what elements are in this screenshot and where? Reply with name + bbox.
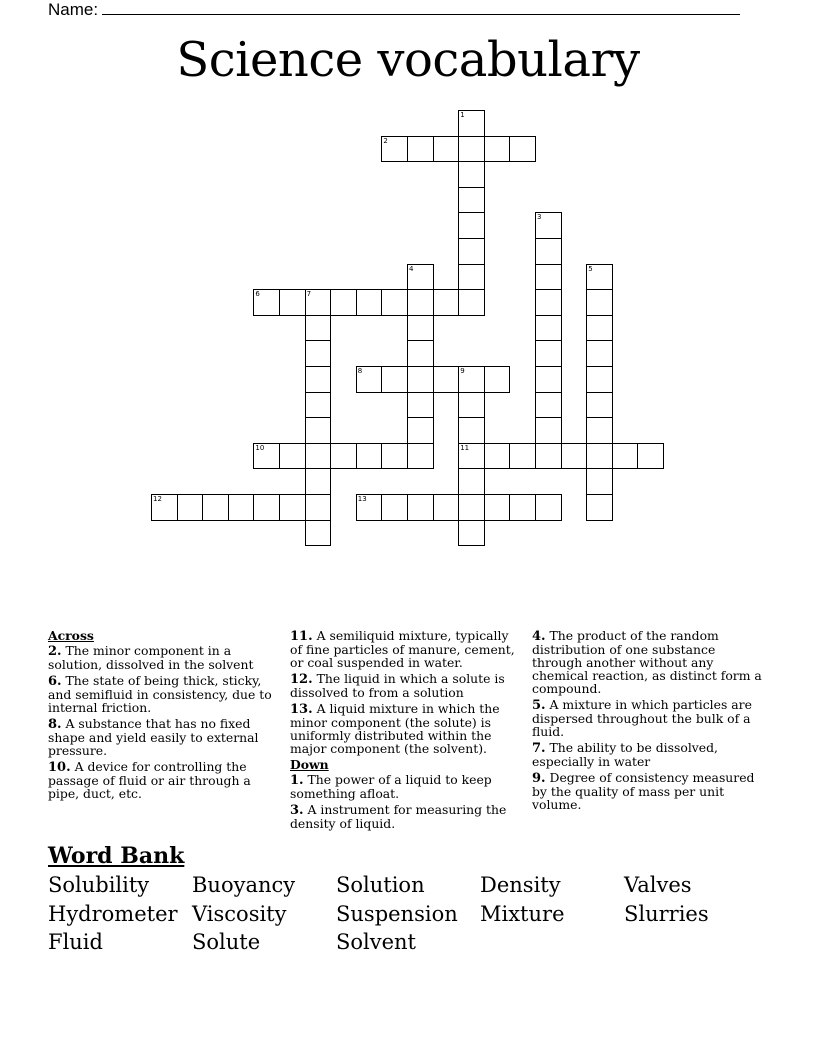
crossword-cell[interactable] [586,289,613,316]
word-bank-word: Solvent [336,930,417,954]
crossword-cell[interactable] [433,494,460,521]
crossword-cell[interactable] [561,443,588,470]
crossword-cell[interactable] [381,366,408,393]
crossword-cell[interactable] [433,136,460,163]
clue-number: 3 [537,213,542,222]
crossword-cell[interactable] [586,264,613,291]
word-bank-word: Valves [624,873,692,897]
word-bank-word: Slurries [624,902,709,926]
crossword-cell[interactable] [509,494,536,521]
crossword-cell[interactable] [458,187,485,214]
clue-down-5: 5. A mixture in which particles are dispersed throughout the bulk of a fluid. [532,697,752,739]
clue-number: 9 [460,367,465,375]
clue-column-2 [290,629,524,833]
crossword-cell[interactable] [484,136,511,163]
crossword-cell[interactable] [586,392,613,419]
crossword-cell[interactable] [381,136,408,163]
crossword-cell[interactable] [535,212,562,239]
crossword-cell[interactable] [586,340,613,367]
word-bank-word: Mixture [480,902,565,926]
clue-down-9: 9. Degree of consistency measured by the quality of mass per unit volume. [532,770,755,812]
crossword-cell[interactable] [330,443,357,470]
crossword-cell[interactable] [305,443,332,470]
crossword-cell[interactable] [305,392,332,419]
crossword-cell[interactable] [305,520,332,547]
clue-number: 6 [255,290,260,299]
clue-number: 2 [383,136,388,145]
crossword-cell[interactable] [637,443,664,470]
down-heading: Down [290,757,329,772]
crossword-cell[interactable] [458,136,485,163]
clue-number: 11 [460,443,470,452]
clue-number: 1 [460,111,465,119]
crossword-cell[interactable] [535,315,562,342]
across-heading: Across [48,628,94,643]
crossword-cell[interactable] [407,366,434,393]
clue-across-11: 11. A semiliquid mixture, typically of fine particles of manure, cement, or coal suspended in water. [290,628,515,670]
crossword-cell[interactable] [279,443,306,470]
crossword-cell[interactable] [535,340,562,367]
crossword-cell[interactable] [535,392,562,419]
crossword-cell[interactable] [458,110,485,137]
crossword-cell[interactable] [305,417,332,444]
crossword-cell[interactable] [381,494,408,521]
crossword-cell[interactable] [484,366,511,393]
clue-number: 7 [306,290,312,299]
clue-number: 10 [255,443,265,452]
clue-column-1 [48,629,274,803]
crossword-cell[interactable] [356,366,383,393]
crossword-cell[interactable] [253,289,280,316]
word-bank-word: Suspension [336,902,458,926]
crossword-cell[interactable] [535,417,562,444]
crossword-cell[interactable] [381,443,408,470]
crossword-cell[interactable] [458,161,485,188]
crossword-cell[interactable] [305,366,332,393]
clue-across-13: 13. A liquid mixture in which the minor component (the solute) is uniformly distributed within the major component (the solvent). [290,701,500,756]
word-bank-word: Viscosity [192,902,287,926]
clue-number: 5 [588,264,593,273]
crossword-cell[interactable] [305,468,332,495]
crossword-cell[interactable] [305,340,332,367]
crossword-cell[interactable] [253,494,280,521]
crossword-cell[interactable] [356,443,383,470]
crossword-cell[interactable] [458,494,485,521]
clue-down-4: 4. The product of the random distribution of one substance through another without any chemical reaction, as distinct form a compound. [532,628,762,696]
clue-number: 4 [409,264,414,273]
crossword-cell[interactable] [458,443,485,470]
word-bank-word: Fluid [48,930,103,954]
crossword-cell[interactable] [407,443,434,470]
clue-number: 12 [153,495,162,503]
crossword-cell[interactable] [458,366,485,393]
word-bank-title: Word Bank [48,843,185,869]
clue-across-8: 8. A substance that has no fixed shape and yield easily to external pressure. [48,716,259,758]
crossword-cell[interactable] [279,494,306,521]
crossword-cell[interactable] [586,366,613,393]
crossword-cell[interactable] [407,315,434,342]
word-bank-word: Hydrometer [48,902,178,926]
clue-across-12: 12. The liquid in which a solute is dissolved to from a solution [290,671,505,700]
crossword-cell[interactable] [535,264,562,291]
crossword-cell[interactable] [458,417,485,444]
crossword-cell[interactable] [356,494,383,521]
clue-across-2: 2. The minor component in a solution, dissolved in the solvent [48,643,254,672]
crossword-cell[interactable] [535,289,562,316]
crossword-cell[interactable] [612,443,639,470]
crossword-cell[interactable] [407,392,434,419]
crossword-cell[interactable] [458,289,485,316]
word-bank-word: Solute [192,930,261,954]
crossword-cell[interactable] [407,494,434,521]
crossword-cell[interactable] [586,417,613,444]
crossword-cell[interactable] [484,494,511,521]
clue-column-3 [532,629,768,814]
crossword-cell[interactable] [586,443,613,470]
page-title: Science vocabulary [176,32,640,88]
crossword-cell[interactable] [535,494,562,521]
crossword-cell[interactable] [330,289,357,316]
crossword-cell[interactable] [509,136,536,163]
crossword-cell[interactable] [458,468,485,495]
crossword-cell[interactable] [586,494,613,521]
crossword-cell[interactable] [586,315,613,342]
crossword-cell[interactable] [305,315,332,342]
clue-down-3: 3. A instrument for measuring the density of liquid. [290,802,507,831]
clue-down-7: 7. The ability to be dissolved, especially in water [532,740,718,769]
crossword-cell[interactable] [407,289,434,316]
clue-number: 13 [357,495,367,503]
crossword-cell[interactable] [458,392,485,419]
clue-across-10: 10. A device for controlling the passage of fluid or air through a pipe, duct, etc. [48,759,251,801]
crossword-cell[interactable] [202,494,229,521]
crossword-cell[interactable] [407,417,434,444]
crossword-cell[interactable] [433,289,460,316]
crossword-cell[interactable] [279,289,306,316]
crossword-cell[interactable] [305,289,332,316]
word-bank-word: Density [480,873,561,897]
crossword-cell[interactable] [177,494,204,521]
crossword-cell[interactable] [484,443,511,470]
clue-number: 8 [357,367,363,375]
crossword-cell[interactable] [151,494,178,521]
crossword-cell[interactable] [458,238,485,265]
word-bank-word: Solubility [48,873,150,897]
crossword-cell[interactable] [509,443,536,470]
crossword-cell[interactable] [407,264,434,291]
crossword-cell[interactable] [458,264,485,291]
crossword-cell[interactable] [535,443,562,470]
crossword-cell[interactable] [535,238,562,265]
word-bank-word: Solution [336,873,425,897]
word-bank-word: Buoyancy [192,873,296,897]
crossword-cell[interactable] [228,494,255,521]
crossword-cell[interactable] [433,366,460,393]
crossword-cell[interactable] [407,136,434,163]
crossword-cell[interactable] [407,340,434,367]
clue-across-6: 6. The state of being thick, sticky, and semifluid in consistency, due to internal friction. [48,673,272,715]
name-label: Name: [48,0,99,19]
crossword-cell[interactable] [535,366,562,393]
crossword-cell[interactable] [458,212,485,239]
crossword-cell[interactable] [305,494,332,521]
clue-down-1: 1. The power of a liquid to keep something afloat. [290,772,492,801]
crossword-cell[interactable] [253,443,280,470]
crossword-cell[interactable] [356,289,383,316]
crossword-cell[interactable] [381,289,408,316]
crossword-cell[interactable] [586,468,613,495]
crossword-cell[interactable] [458,520,485,547]
